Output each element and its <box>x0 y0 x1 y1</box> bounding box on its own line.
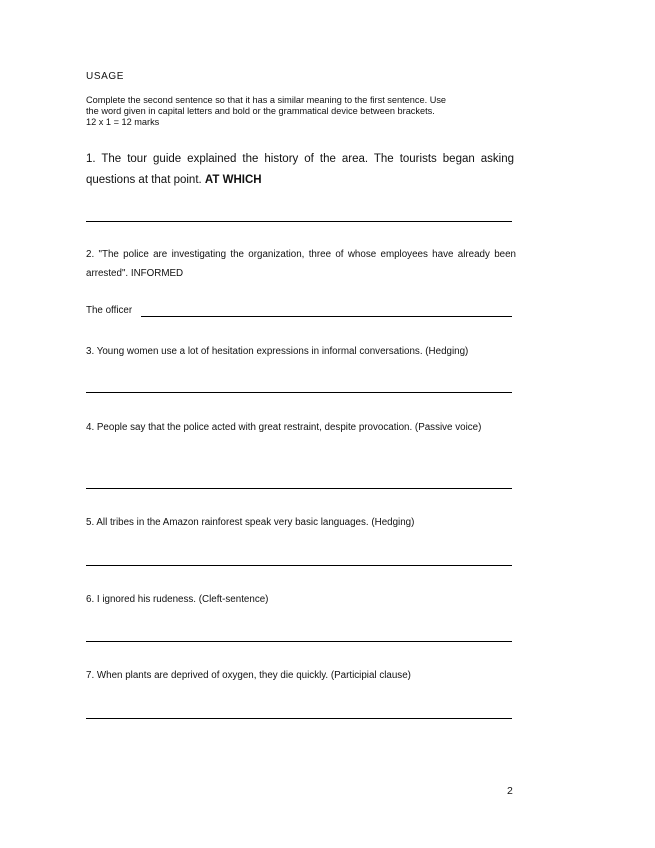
answer-line-2[interactable] <box>141 316 512 317</box>
answer-line-5[interactable] <box>86 565 512 566</box>
answer-line-4[interactable] <box>86 488 512 489</box>
answer-line-1[interactable] <box>86 221 512 222</box>
instructions-line: the word given in capital letters and bold or the grammatical device between brackets. <box>86 106 435 116</box>
question-4-text: 4. People say that the police acted with great restraint, despite provocation. (Passive voice) <box>86 422 482 433</box>
marks-line: 12 x 1 = 12 marks <box>86 117 160 127</box>
question-7-text: 7. When plants are deprived of oxygen, they die quickly. (Participial clause) <box>86 670 411 681</box>
answer-line-3[interactable] <box>86 392 512 393</box>
instructions-line: Complete the second sentence so that it has a similar meaning to the first sentence. Use <box>86 95 447 105</box>
question-1-keyword: AT WHICH <box>204 174 262 186</box>
section-heading: USAGE <box>86 71 125 82</box>
page-number: 2 <box>507 785 513 797</box>
answer-line-7[interactable] <box>86 718 512 719</box>
question-2-prompt: The officer <box>86 305 133 316</box>
answer-line-6[interactable] <box>86 641 512 642</box>
question-2-text: 2. "The police are investigating the organization, three of whose employees have already been arrested". INFORMED <box>86 249 516 279</box>
question-1-text: 1. The tour guide explained the history of the area. The tourists began asking questions at that point. <box>86 153 514 186</box>
question-3-text: 3. Young women use a lot of hesitation expressions in informal conversations. (Hedging) <box>86 346 469 357</box>
question-1 <box>86 149 514 191</box>
question-6-text: 6. I ignored his rudeness. (Cleft-sentence) <box>86 594 269 605</box>
instructions <box>86 95 526 128</box>
question-5-text: 5. All tribes in the Amazon rainforest speak very basic languages. (Hedging) <box>86 517 415 528</box>
